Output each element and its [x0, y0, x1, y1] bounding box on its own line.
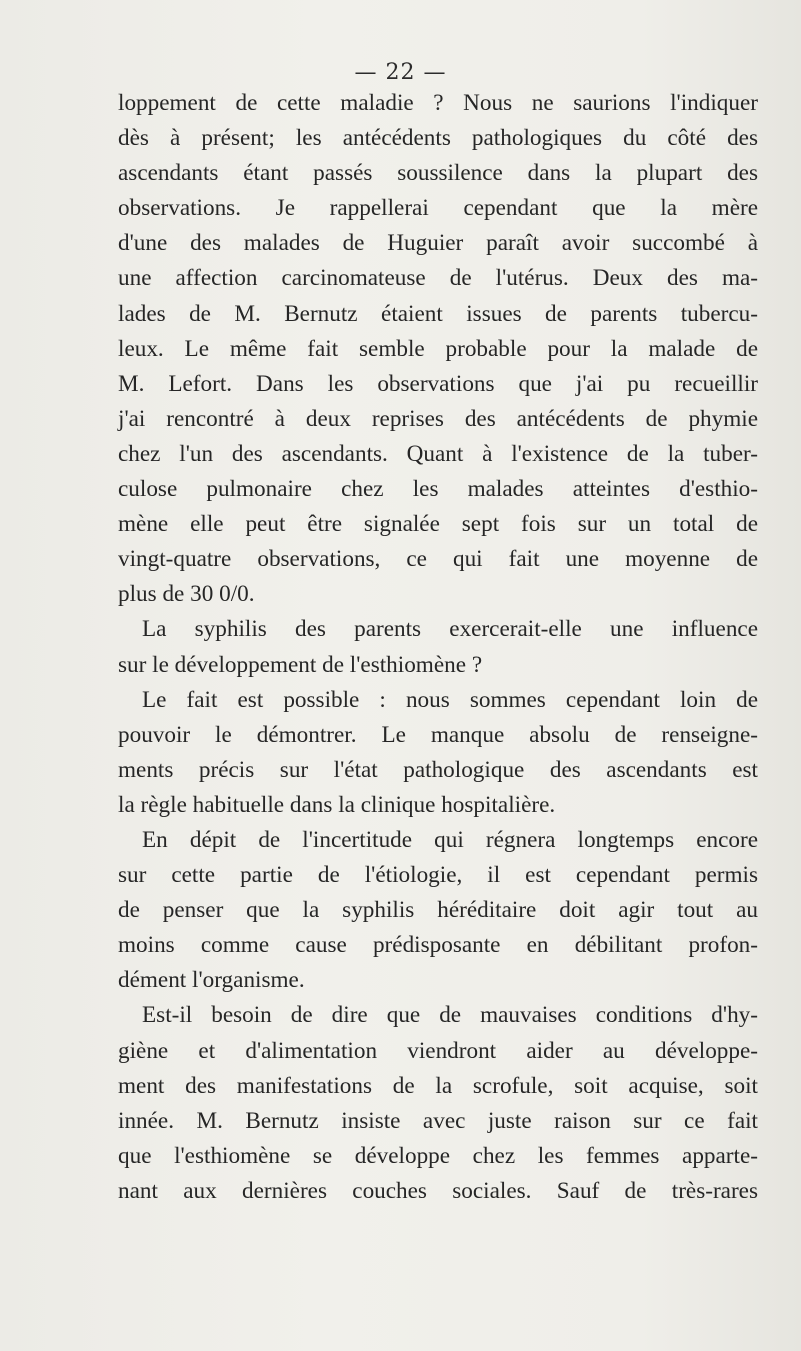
text-line: culose pulmonaire chez les malades atteintes d'esthio- — [118, 476, 758, 503]
text-line: d'une des malades de Huguier paraît avoir succombé à — [118, 230, 758, 257]
text-line: giène et d'alimentation viendront aider au développe- — [118, 1037, 758, 1064]
text-line: moins comme cause prédisposante en débilitant profon- — [118, 932, 758, 959]
text-line: lades de M. Bernutz étaient issues de parents tubercu- — [118, 300, 758, 327]
text-line: j'ai rencontré à deux reprises des antécédents de phymie — [118, 405, 758, 432]
text-line: une affection carcinomateuse de l'utérus. Deux des ma- — [118, 265, 758, 292]
text-line: que l'esthiomène se développe chez les femmes apparte- — [118, 1142, 758, 1169]
text-line: observations. Je rappellerai cependant que la mère — [118, 195, 758, 222]
text-line: mène elle peut être signalée sept fois sur un total de — [118, 511, 758, 538]
text-line: plus de 30 0/0. — [118, 581, 255, 608]
page-number: — 22 — — [354, 60, 447, 85]
text-line: La syphilis des parents exercerait-elle une influence — [142, 616, 758, 643]
text-line: innée. M. Bernutz insiste avec juste raison sur ce fait — [118, 1107, 758, 1134]
text-line: sur cette partie de l'étiologie, il est cependant permis — [118, 862, 758, 889]
text-line: ment des manifestations de la scrofule, soit acquise, soit — [118, 1072, 758, 1099]
text-line: M. Lefort. Dans les observations que j'ai pu recueillir — [118, 370, 758, 397]
text-line: Le fait est possible : nous sommes cependant loin de — [142, 686, 758, 713]
body-text — [118, 86, 758, 1209]
text-line: loppement de cette maladie ? Nous ne saurions l'indiquer — [118, 90, 758, 116]
text-line: ascendants étant passés soussilence dans la plupart des — [118, 160, 758, 187]
text-line: dément l'organisme. — [118, 967, 305, 994]
text-line: En dépit de l'incertitude qui régnera longtemps encore — [142, 826, 758, 853]
text-line: vingt-quatre observations, ce qui fait une moyenne de — [118, 546, 758, 573]
text-line: de penser que la syphilis héréditaire doit agir tout au — [118, 897, 758, 924]
text-line: leux. Le même fait semble probable pour la malade de — [118, 335, 758, 362]
text-line: nant aux dernières couches sociales. Sauf de très-rares — [118, 1177, 758, 1204]
text-line: pouvoir le démontrer. Le manque absolu de renseigne- — [118, 721, 758, 748]
text-line: sur le développement de l'esthiomène ? — [118, 651, 483, 678]
text-line: dès à présent; les antécédents pathologiques du côté des — [118, 125, 758, 152]
text-line: chez l'un des ascendants. Quant à l'existence de la tuber- — [118, 440, 758, 467]
text-line: ments précis sur l'état pathologique des ascendants est — [118, 756, 758, 783]
text-line: Est-il besoin de dire que de mauvaises conditions d'hy- — [142, 1002, 758, 1029]
text-line: la règle habituelle dans la clinique hospitalière. — [118, 791, 556, 818]
